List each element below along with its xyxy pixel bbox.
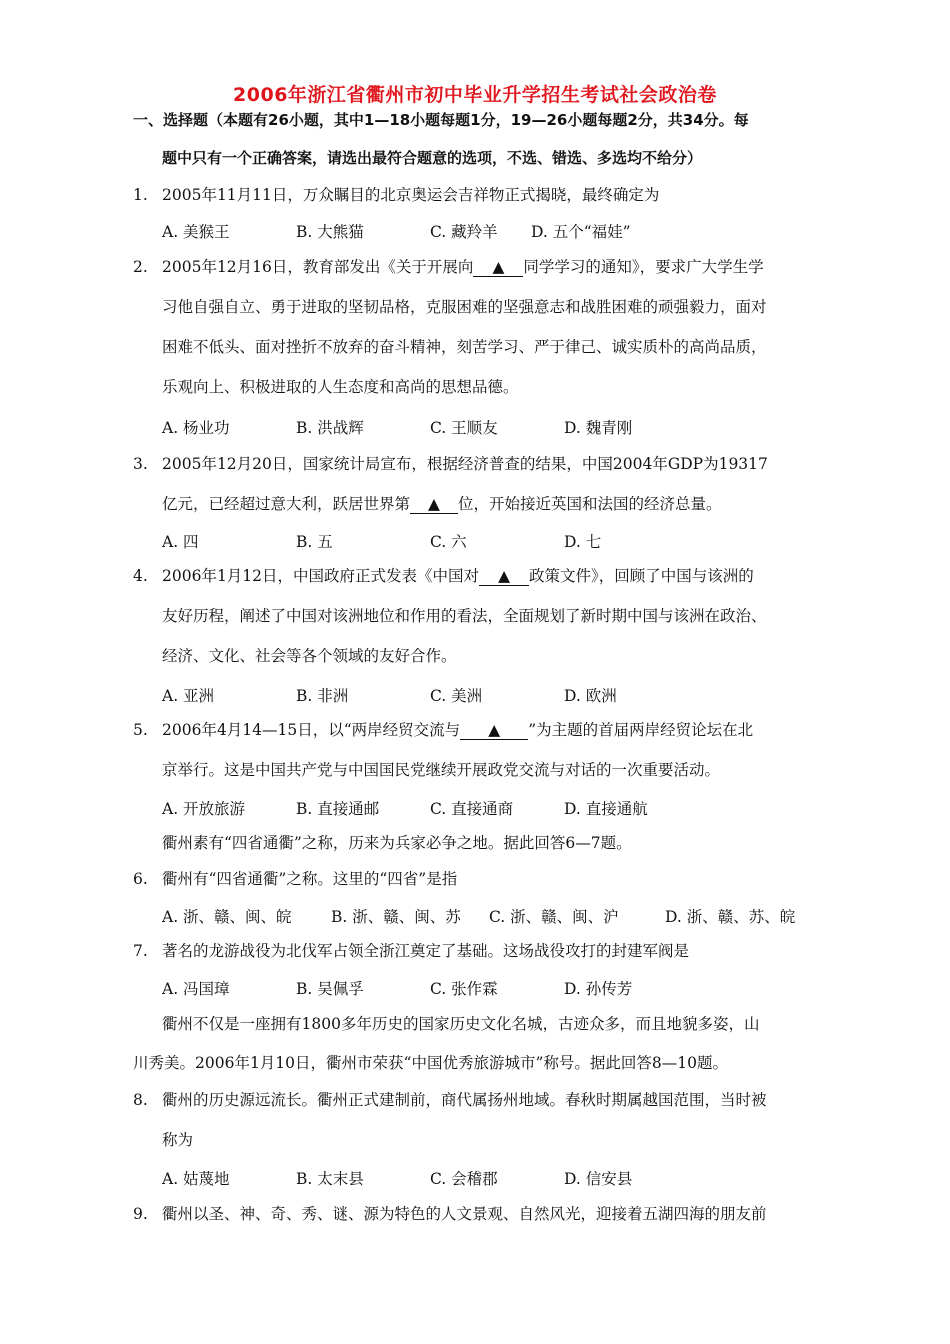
question-1-text: 2005年11月11日，万众瞩目的北京奥运会吉祥物正式揭晓，最终确定为 [162, 186, 660, 204]
question-2-number: 2. [133, 258, 148, 276]
q3-answer-blank: ▲ [410, 495, 458, 514]
q4-option-d: D. 欧洲 [564, 687, 617, 705]
q3-option-d: D. 七 [564, 533, 602, 551]
question-3-line-1: 2005年12月20日，国家统计局宣布，根据经济普查的结果，中国2004年GDP为19317 [162, 455, 768, 473]
question-4-line-1 [162, 566, 754, 586]
q7-option-c: C. 张作霖 [430, 980, 498, 998]
question-4-line-3: 经济、文化、社会等各个领域的友好合作。 [162, 647, 457, 665]
q7-option-d: D. 孙传芳 [564, 980, 633, 998]
q2-text-before-blank: 2005年12月16日，教育部发出《关于开展向 [162, 258, 474, 276]
question-3-number: 3. [133, 455, 148, 473]
question-2-line-2: 习他自强自立、勇于进取的坚韧品格，克服困难的坚强意志和战胜困难的顽强毅力，面对 [162, 298, 767, 316]
intro-questions-6-7: 衢州素有“四省通衢”之称，历来为兵家必争之地。据此回答6—7题。 [162, 834, 632, 852]
q4-option-c: C. 美洲 [430, 687, 483, 705]
question-6-text: 衢州有“四省通衢”之称。这里的“四省”是指 [162, 870, 458, 888]
q6-option-b: B. 浙、赣、闽、苏 [331, 908, 461, 926]
question-4-number: 4. [133, 567, 148, 585]
q1-option-d: D. 五个“福娃” [531, 223, 631, 241]
q8-option-c: C. 会稽郡 [430, 1170, 498, 1188]
q2-option-c: C. 王顺友 [430, 419, 498, 437]
section-heading-line-2: 题中只有一个正确答案，请选出最符合题意的选项，不选、错选、多选均不给分） [162, 149, 703, 167]
question-5-number: 5. [133, 721, 148, 739]
question-9-line-1: 衢州以圣、神、奇、秀、谜、源为特色的人文景观、自然风光，迎接着五湖四海的朋友前 [162, 1205, 767, 1223]
question-6-number: 6. [133, 870, 148, 888]
q2-option-a: A. 杨业功 [162, 419, 230, 437]
q3-text-after-blank: 位，开始接近英国和法国的经济总量。 [458, 495, 722, 513]
q7-option-a: A. 冯国璋 [162, 980, 230, 998]
q4-option-a: A. 亚洲 [162, 687, 215, 705]
q3-text-before-blank: 亿元，已经超过意大利，跃居世界第 [162, 495, 411, 513]
q8-option-a: A. 姑蔑地 [162, 1170, 230, 1188]
question-3-line-2 [162, 494, 722, 514]
q6-option-a: A. 浙、赣、闽、皖 [162, 908, 292, 926]
question-1-number: 1. [133, 186, 148, 204]
q1-option-a: A. 美猴王 [162, 223, 230, 241]
q6-option-d: D. 浙、赣、苏、皖 [665, 908, 796, 926]
q8-option-b: B. 太末县 [296, 1170, 364, 1188]
q3-option-b: B. 五 [296, 533, 333, 551]
q4-answer-blank: ▲ [479, 567, 529, 586]
q1-option-b: B. 大熊猫 [296, 223, 364, 241]
question-8-line-1: 衢州的历史源远流长。衢州正式建制前，商代属扬州地域。春秋时期属越国范围，当时被 [162, 1091, 767, 1109]
question-2-line-4: 乐观向上、积极进取的人生态度和高尚的思想品德。 [162, 378, 519, 396]
q4-option-b: B. 非洲 [296, 687, 349, 705]
q1-option-c: C. 藏羚羊 [430, 223, 498, 241]
question-4-line-2: 友好历程，阐述了中国对该洲地位和作用的看法，全面规划了新时期中国与该洲在政治、 [162, 607, 767, 625]
question-5-line-1 [162, 720, 753, 740]
intro-questions-8-10-line-2: 川秀美。2006年1月10日，衢州市荣获“中国优秀旅游城市”称号。据此回答8—10题。 [133, 1054, 728, 1072]
q4-text-after-blank: 政策文件》，回顾了中国与该洲的 [529, 567, 754, 585]
q5-answer-blank: ▲ [460, 721, 528, 740]
question-5-line-2: 京举行。这是中国共产党与中国国民党继续开展政党交流与对话的一次重要活动。 [162, 761, 721, 779]
q3-option-c: C. 六 [430, 533, 467, 551]
question-9-number: 9. [133, 1205, 148, 1223]
question-7-text: 著名的龙游战役为北伐军占领全浙江奠定了基础。这场战役攻打的封建军阀是 [162, 942, 690, 960]
q5-option-d: D. 直接通航 [564, 800, 648, 818]
q8-option-d: D. 信安县 [564, 1170, 633, 1188]
q2-option-b: B. 洪战辉 [296, 419, 364, 437]
q5-option-a: A. 开放旅游 [162, 800, 246, 818]
q2-option-d: D. 魏青刚 [564, 419, 633, 437]
question-8-number: 8. [133, 1091, 148, 1109]
intro-questions-8-10-line-1: 衢州不仅是一座拥有1800多年历史的国家历史文化名城，古迹众多，而且地貌多姿，山 [162, 1015, 760, 1033]
question-8-line-2: 称为 [162, 1131, 194, 1149]
q5-text-before-blank: 2006年4月14—15日，以“两岸经贸交流与 [162, 721, 461, 739]
q2-answer-blank: ▲ [473, 258, 523, 277]
question-7-number: 7. [133, 942, 148, 960]
section-heading-line-1: 一、选择题（本题有26小题，其中1—18小题每题1分，19—26小题每题2分，共34分。每 [133, 111, 749, 129]
q5-option-c: C. 直接通商 [430, 800, 514, 818]
q6-option-c: C. 浙、赣、闽、沪 [489, 908, 619, 926]
q3-option-a: A. 四 [162, 533, 199, 551]
q2-text-after-blank: 同学学习的通知》，要求广大学生学 [523, 258, 764, 276]
q5-text-after-blank: ”为主题的首届两岸经贸论坛在北 [528, 721, 754, 739]
page-title: 2006年浙江省衢州市初中毕业升学招生考试社会政治卷 [233, 84, 717, 106]
question-2-line-1 [162, 257, 764, 277]
q5-option-b: B. 直接通邮 [296, 800, 380, 818]
q4-text-before-blank: 2006年1月12日，中国政府正式发表《中国对 [162, 567, 480, 585]
question-2-line-3: 困难不低头、面对挫折不放弃的奋斗精神，刻苦学习、严于律己、诚实质朴的高尚品质， [162, 338, 767, 356]
q7-option-b: B. 吴佩孚 [296, 980, 364, 998]
